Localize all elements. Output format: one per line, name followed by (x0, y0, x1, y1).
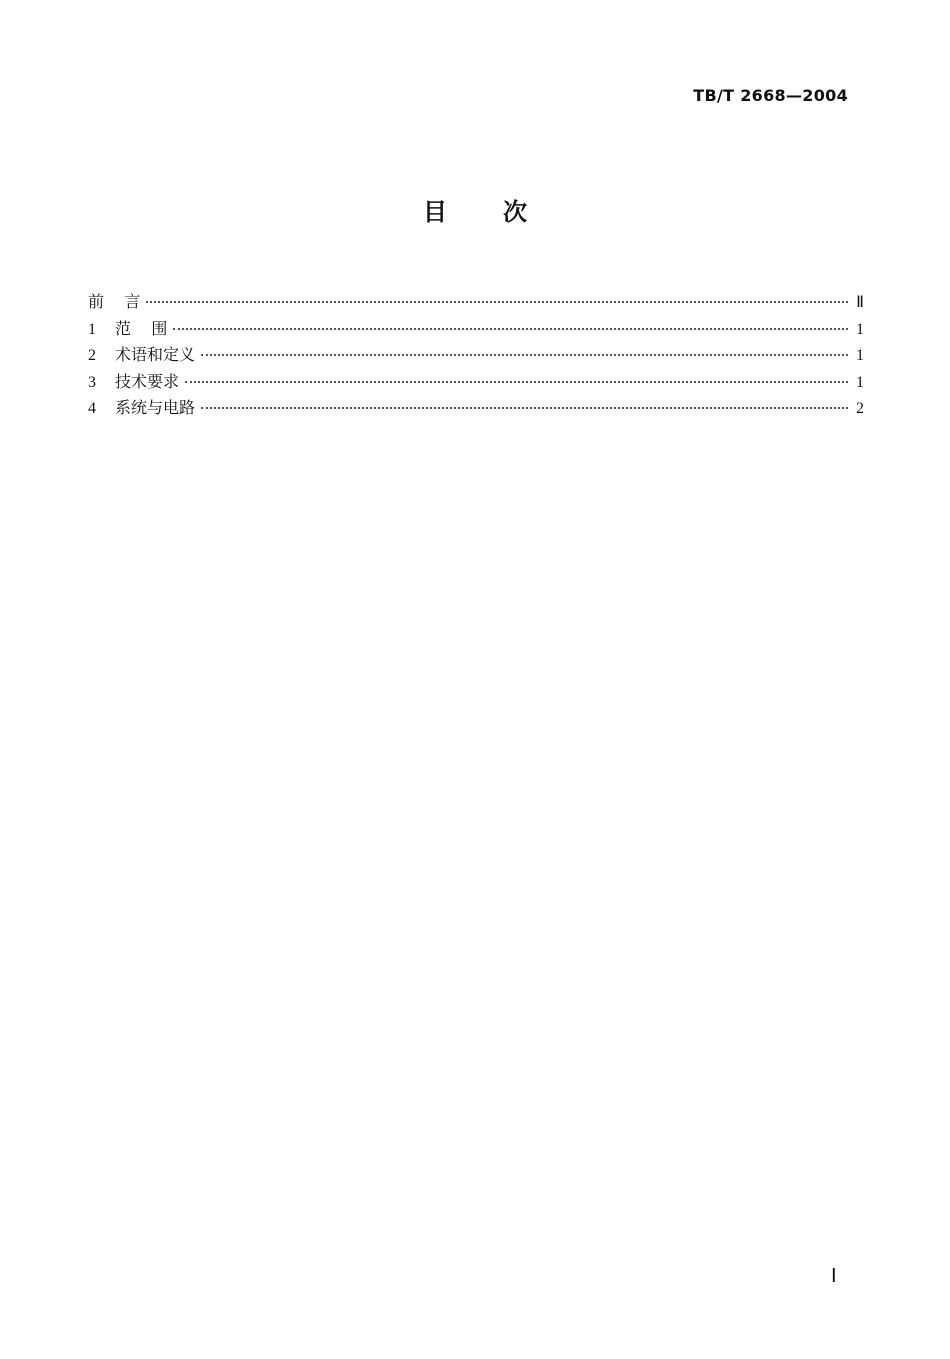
toc-entry-requirements[interactable] (88, 369, 864, 396)
toc-entry-page: 1 (856, 373, 864, 391)
toc-entry-label: 术语和定义 (115, 345, 196, 364)
table-of-contents (88, 289, 864, 422)
page-number: Ⅰ (831, 1266, 837, 1287)
toc-leader-dots (201, 354, 848, 356)
toc-entry-label: 范 围 (115, 318, 168, 338)
toc-entry-systems[interactable] (88, 395, 864, 422)
toc-entry-terms[interactable] (88, 342, 864, 369)
toc-entry-number: 4 (88, 400, 96, 417)
toc-entry-page: 1 (856, 347, 864, 364)
toc-entry-label: 系统与电路 (115, 398, 196, 417)
toc-entry-label: 技术要求 (115, 371, 180, 391)
toc-entry-page: Ⅱ (856, 294, 864, 311)
document-code: TB/T 2668—2004 (693, 86, 848, 105)
toc-leader-dots (201, 407, 848, 409)
toc-entry-page: 2 (856, 400, 864, 417)
toc-title: 目次 (423, 198, 583, 226)
toc-leader-dots (185, 381, 848, 383)
toc-entry-label: 前 言 (88, 292, 141, 311)
toc-leader-dots (146, 301, 848, 303)
toc-entry-scope[interactable] (88, 316, 864, 343)
toc-leader-dots (173, 328, 848, 330)
toc-entry-page: 1 (856, 320, 864, 338)
toc-entry-number: 1 (88, 320, 96, 338)
toc-entry-foreword[interactable] (88, 289, 864, 316)
toc-entry-number: 3 (88, 373, 96, 391)
toc-entry-number: 2 (88, 347, 96, 364)
